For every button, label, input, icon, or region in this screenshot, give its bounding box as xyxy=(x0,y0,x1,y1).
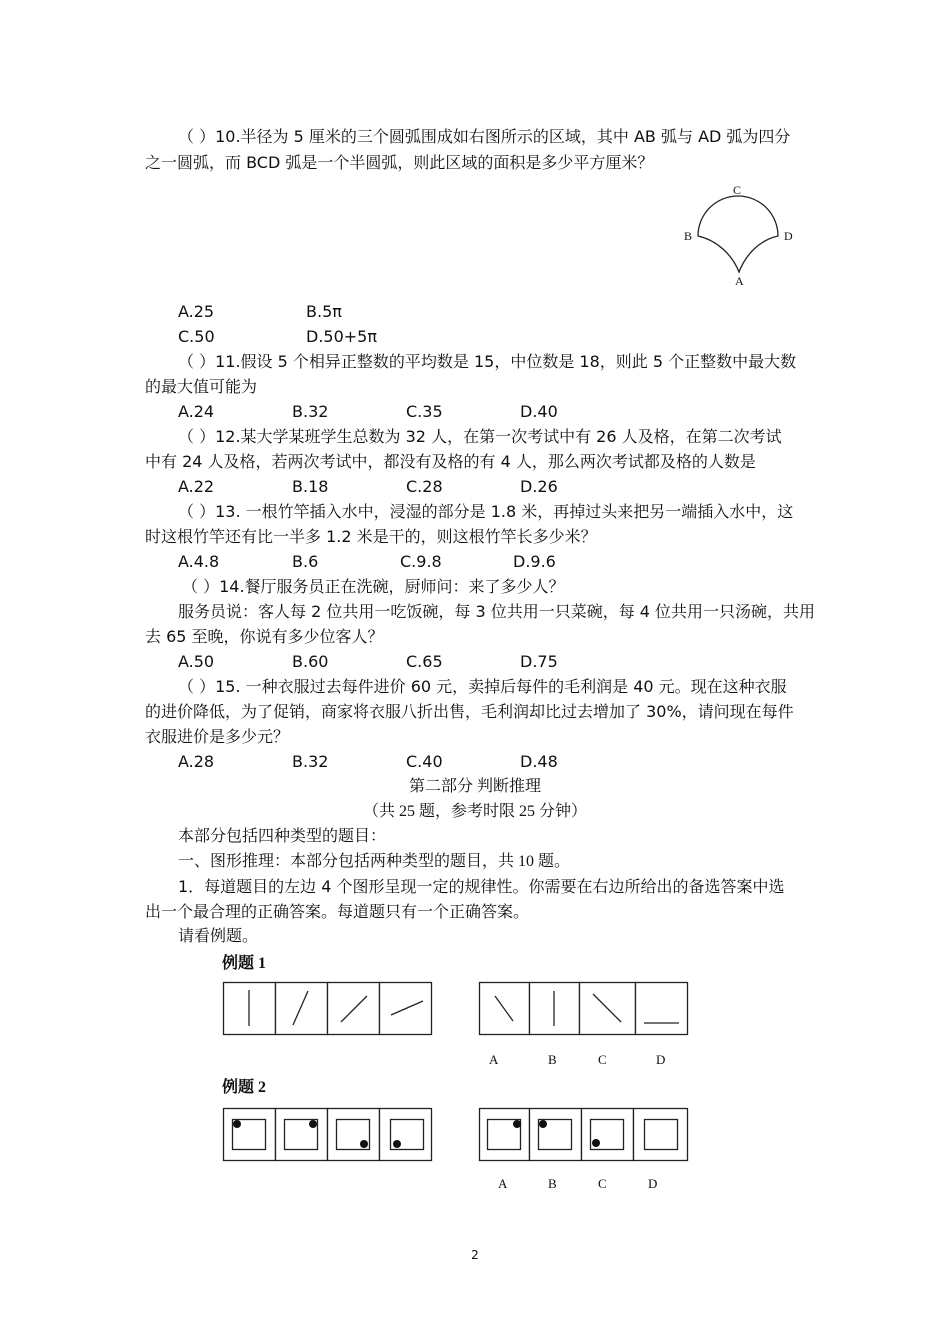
example1-question-figures xyxy=(223,982,433,1036)
part2-section1: 一、图形推理：本部分包括两种类型的题目，共 10 题。 xyxy=(178,853,571,870)
q14-line3: 去 65 至晚，你说有多少位客人？ xyxy=(145,627,384,646)
q14-option-d: D.75 xyxy=(520,652,558,671)
example2-label: 例题 2 xyxy=(222,1079,267,1096)
q10-option-c: C.50 xyxy=(178,327,215,346)
q11-line1: （ ）11.假设 5 个相异正整数的平均数是 15，中位数是 18，则此 5 个正整数中最大数 xyxy=(178,352,797,371)
example2-answer-b: B xyxy=(548,1176,557,1191)
example1-answer-d: D xyxy=(656,1052,666,1067)
example1-answer-figures xyxy=(479,982,689,1036)
q11-option-b: B.32 xyxy=(292,402,329,421)
q15-option-b: B.32 xyxy=(292,752,329,771)
q11-option-c: C.35 xyxy=(406,402,443,421)
q11-option-d: D.40 xyxy=(520,402,558,421)
example2-answer-c: C xyxy=(598,1176,607,1191)
q13-option-c: C.9.8 xyxy=(400,552,442,571)
part2-rule-line1: 1．每道题目的左边 4 个图形呈现一定的规律性。你需要在右边所给出的备选答案中选 xyxy=(178,877,785,896)
q12-option-d: D.26 xyxy=(520,477,558,496)
q15-line1: （ ）15. 一种衣服过去每件进价 60 元，卖掉后每件的毛利润是 40 元。现在这种衣服 xyxy=(178,677,787,696)
q11-line2: 的最大值可能为 xyxy=(145,377,258,396)
q10-option-b: B.5π xyxy=(306,302,342,321)
q15-line2: 的进价降低，为了促销，商家将衣服八折出售，毛利润却比过去增加了 30%，请问现在每件 xyxy=(145,702,794,721)
part2-title: 第二部分 判断推理 xyxy=(408,778,541,795)
q13-option-d: D.9.6 xyxy=(513,552,556,571)
part2-subtitle: （共 25 题，参考时限 25 分钟） xyxy=(362,803,587,820)
example1-label: 例题 1 xyxy=(222,955,267,972)
example1-answer-a: A xyxy=(489,1052,499,1067)
page-number: 2 xyxy=(471,1248,479,1262)
example1-answer-b: B xyxy=(548,1052,557,1067)
part2-see-example: 请看例题。 xyxy=(178,928,259,945)
part2-intro: 本部分包括四种类型的题目： xyxy=(178,828,387,845)
q12-option-c: C.28 xyxy=(406,477,443,496)
q13-option-b: B.6 xyxy=(292,552,319,571)
q15-option-a: A.28 xyxy=(178,752,215,771)
q14-option-a: A.50 xyxy=(178,652,215,671)
q10-label-a: A xyxy=(735,274,744,288)
q10-label-c: C xyxy=(733,183,742,197)
q12-line1: （ ）12.某大学某班学生总数为 32 人，在第一次考试中有 26 人及格，在第二次考试 xyxy=(178,427,782,446)
q10-line2: 之一圆弧，而 BCD 弧是一个半圆弧，则此区域的面积是多少平方厘米？ xyxy=(145,153,654,172)
q13-line2: 时这根竹竿还有比一半多 1.2 米是干的，则这根竹竿长多少米？ xyxy=(145,527,597,546)
q13-line1: （ ）13. 一根竹竿插入水中，浸湿的部分是 1.8 米，再掉过头来把另一端插入水中，这 xyxy=(178,502,794,521)
q14-option-c: C.65 xyxy=(406,652,443,671)
q12-option-a: A.22 xyxy=(178,477,215,496)
q11-option-a: A.24 xyxy=(178,402,215,421)
q15-option-d: D.48 xyxy=(520,752,558,771)
q10-option-d: D.50+5π xyxy=(306,327,377,346)
q15-option-c: C.40 xyxy=(406,752,443,771)
example1-answer-c: C xyxy=(598,1052,607,1067)
example2-question-figures xyxy=(223,1108,433,1162)
q12-option-b: B.18 xyxy=(292,477,329,496)
q14-line1: （ ）14.餐厅服务员正在洗碗，厨师问：来了多少人？ xyxy=(182,577,565,596)
q12-line2: 中有 24 人及格，若两次考试中，都没有及格的有 4 人，那么两次考试都及格的人数是 xyxy=(145,452,756,471)
q13-option-a: A.4.8 xyxy=(178,552,220,571)
q14-line2: 服务员说：客人每 2 位共用一吃饭碗，每 3 位共用一只菜碗，每 4 位共用一只汤碗，共用 xyxy=(178,602,816,621)
example2-answer-a: A xyxy=(498,1176,508,1191)
q10-line1: （ ）10.半径为 5 厘米的三个圆弧围成如右图所示的区域，其中 AB 弧与 AD 弧为四分 xyxy=(178,127,791,146)
part2-rule-line2: 出一个最合理的正确答案。每道题只有一个正确答案。 xyxy=(145,902,530,921)
q14-option-b: B.60 xyxy=(292,652,329,671)
q10-label-b: B xyxy=(684,229,693,243)
example2-answer-d: D xyxy=(648,1176,658,1191)
example2-answer-figures xyxy=(479,1108,689,1162)
q15-line3: 衣服进价是多少元？ xyxy=(145,727,290,746)
q10-label-d: D xyxy=(784,229,793,243)
q10-option-a: A.25 xyxy=(178,302,215,321)
